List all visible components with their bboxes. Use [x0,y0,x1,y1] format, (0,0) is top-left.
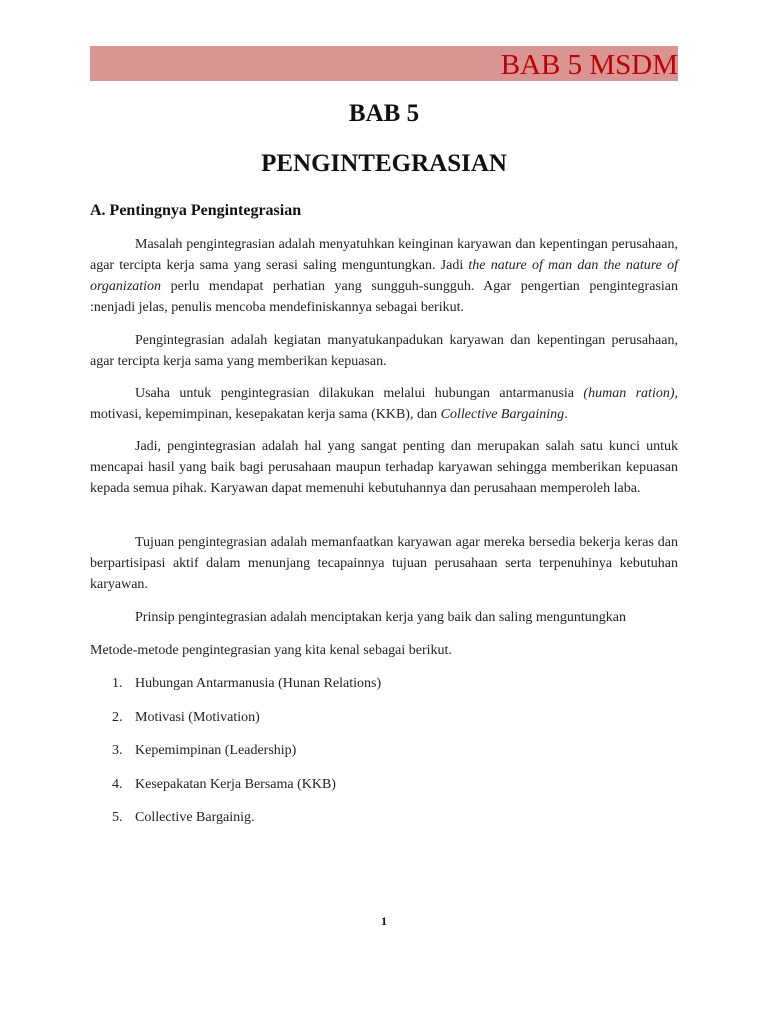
paragraph-3 [90,383,678,425]
running-header: BAB 5 MSDM [500,49,678,81]
list-item-label: Motivasi (Motivation) [135,709,260,725]
paragraph-4: Jadi, pengintegrasian adalah hal yang sangat penting dan merupakan salah satu kunci untuk mencapai hasil yang baik bagi perusahaan maupun terhadap karyawan sehingga memberikan kepuasan kepada semua pihak. Karyawan dapat memenuhi kebutuhannya dan perusahaan memperoleh laba. [90,439,678,496]
paragraph-1 [90,234,678,318]
list-item-number: 5. [112,810,123,825]
paragraph-3-text-e: . [564,407,568,422]
paragraph-2: Pengintegrasian adalah kegiatan manyatukanpadukan karyawan dan kepentingan perusahaan, agar tercipta kerja sama yang memberikan kepuasan. [90,333,678,369]
list-item-label: Hubungan Antarmanusia (Hunan Relations) [135,676,382,691]
paragraph-1-italic: the nature of man dan the nature of organization [90,258,678,294]
list-item-label: Kesepakatan Kerja Bersama (KKB) [135,776,336,792]
list-item-label: Kepemimpinan (Leadership) [135,743,297,758]
paragraph-3-italic-human: (human ration), [583,386,678,401]
paragraph-3-text-c: motivasi, kepemimpinan, kesepakatan kerja sama (KKB), dan [90,407,441,422]
page-number: 1 [381,914,387,928]
header-band [90,46,678,81]
paragraph-5: Tujuan pengintegrasian adalah memanfaatkan karyawan agar mereka bersedia bekerja keras dan berpartisipasi aktif dalam menunjang tecapainnya tujuan perusahaan serta terpenuhinya kebutuhan karyawan. [90,535,678,592]
paragraph-6: Prinsip pengintegrasian adalah menciptakan kerja yang baik dan saling menguntungkan [135,610,627,625]
paragraph-7: Metode-metode pengintegrasian yang kita kenal sebagai berikut. [90,643,452,658]
chapter-number: BAB 5 [348,100,420,127]
chapter-title: PENGINTEGRASIAN [261,150,507,177]
list-item-label: Collective Bargainig. [135,810,255,825]
list-item-number: 2. [112,709,123,725]
section-heading: A. Pentingnya Pengintegrasian [90,202,302,219]
list-item-number: 4. [112,776,123,792]
list-item-number: 1. [112,676,123,691]
paragraph-3-italic-collective: Collective Bargaining [440,407,565,422]
list-item-number: 3. [112,743,123,758]
paragraph-1-text-c: perlu mendapat perhatian yang sungguh-sungguh. Agar pengertian pengintegrasian :nenjadi jelas, penulis mencoba mendefiniskannya sebagai berikut. [90,279,678,315]
paragraph-1-text-a: Masalah pengintegrasian adalah menyatuhkan keinginan karyawan dan kepentingan perusahaan, agar tercipta kerja sama yang serasi saling menguntungkan. Jadi [90,237,678,273]
paragraph-3-text-a: Usaha untuk pengintegrasian dilakukan melalui hubungan antarmanusia [135,386,584,401]
